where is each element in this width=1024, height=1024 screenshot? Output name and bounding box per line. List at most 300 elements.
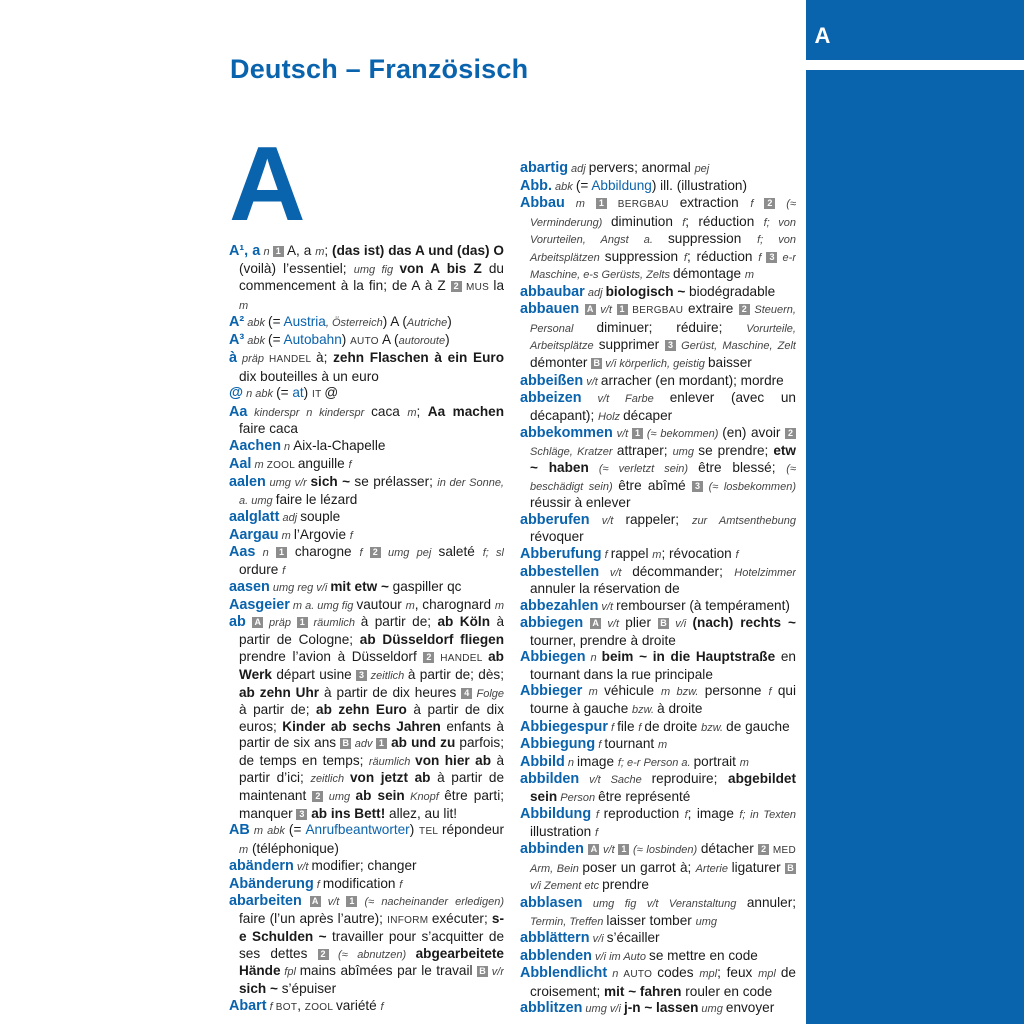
entry-a3 — [229, 332, 504, 351]
grammar-label: f — [750, 198, 765, 211]
translation-text: allez, au lit! — [385, 805, 458, 821]
grammar-label: (≈ abnutzen) — [328, 948, 416, 961]
grammar-label: Vorurteile, Arbeitsplätze — [530, 322, 796, 353]
translation-text: attraper; — [616, 442, 673, 458]
grammar-label: Folge — [472, 687, 504, 700]
grammar-label: umg — [672, 445, 699, 458]
entry-a1 — [229, 243, 504, 314]
entry-abberufung — [520, 546, 796, 564]
translation-text: se mettre en code — [649, 947, 758, 963]
grammar-label: präp — [263, 617, 297, 630]
sense-number-badge: A — [585, 304, 596, 315]
grammar-label: m — [564, 198, 596, 211]
entry-abblendlicht — [520, 965, 796, 1000]
grammar-label: umg — [695, 915, 717, 928]
headword: abblasen — [520, 894, 583, 911]
domain-label: BOT — [275, 1001, 298, 1013]
entry-aasgeier — [229, 597, 504, 615]
grammar-label: v/i im Auto — [591, 950, 650, 963]
entry-abbild — [520, 754, 796, 772]
translation-text: rembourser (à tempérament) — [616, 597, 790, 613]
translation-text: se prendre; — [698, 442, 774, 458]
translation-text: faire le lézard — [275, 491, 358, 507]
grammar-label: m — [239, 299, 249, 312]
grammar-label: f — [595, 739, 605, 752]
translation-text: l’Argovie — [293, 526, 350, 542]
grammar-label: abk — [244, 334, 269, 347]
translation-text: @ — [324, 385, 339, 401]
example-phrase: (das ist) das A und (das) O — [332, 243, 504, 258]
translation-text: rouler en code — [681, 983, 773, 999]
translation-text: faire caca — [239, 421, 298, 437]
translation-text: file — [617, 718, 639, 734]
grammar-label: v/t — [595, 304, 617, 317]
translation-text: être représenté — [598, 788, 691, 804]
grammar-label: m — [744, 269, 755, 282]
entry-abblitzen — [520, 1000, 796, 1018]
translation-text: à partir d’ici; — [239, 752, 504, 786]
sense-number-badge: 3 — [766, 252, 777, 263]
translation-text: modification — [322, 875, 400, 891]
translation-text: prendre — [602, 877, 649, 893]
translation-text: supprimer — [598, 337, 666, 353]
translation-text: enfants à partir de six ans — [239, 718, 504, 751]
grammar-label: Gerüst, Maschine, Zelt — [676, 340, 796, 353]
translation-text: (= — [288, 822, 306, 838]
grammar-label: m — [405, 599, 415, 612]
grammar-label: v/i körperlich, geistig — [602, 358, 708, 371]
grammar-label: mpl — [758, 968, 781, 981]
headword: aasen — [229, 579, 270, 596]
example-phrase: ab Werk — [239, 648, 504, 683]
grammar-label: umg pej — [380, 547, 439, 560]
translation-text: (téléphonique) — [248, 840, 339, 856]
headword: A² — [229, 314, 245, 331]
entry-abb — [520, 178, 796, 196]
translation-text: Aix-la-Chapelle — [293, 438, 386, 454]
domain-label: AUTO — [350, 335, 382, 347]
translation-text: ; — [324, 243, 333, 258]
grammar-label: m — [494, 599, 504, 612]
translation-text: (= — [268, 331, 284, 347]
translation-text: être abîmé — [618, 477, 692, 493]
grammar-label: zur Amtsenthebung — [691, 514, 796, 527]
sense-number-badge: 3 — [665, 340, 676, 351]
grammar-label: Autriche — [406, 317, 448, 330]
example-phrase: ab zehn Uhr — [239, 684, 320, 700]
page-title: Deutsch – Französisch — [230, 54, 529, 84]
grammar-label: f; in Texten — [739, 809, 796, 822]
grammar-label: f — [282, 564, 286, 577]
grammar-label: n abk — [243, 388, 277, 401]
entry-abblenden — [520, 948, 796, 966]
entry-abbauen — [520, 301, 796, 372]
sense-number-badge: A — [588, 844, 599, 855]
translation-text: à; — [316, 350, 334, 366]
translation-text: (= — [268, 314, 284, 330]
translation-text: baisser — [707, 355, 752, 371]
grammar-label: v/t Sache — [579, 774, 652, 787]
grammar-label: f — [607, 721, 618, 734]
translation-text: travailler pour s’acquitter de ses dettes — [239, 929, 504, 961]
entry-at — [229, 385, 504, 404]
translation-text: variété — [335, 997, 381, 1013]
grammar-label: bzw. — [632, 703, 658, 716]
translation-text: , charognard — [414, 596, 495, 612]
grammar-label: adj — [567, 163, 589, 175]
grammar-label: (≈ losbinden) — [629, 844, 701, 857]
headword: Abart — [229, 997, 267, 1014]
grammar-label: räumlich — [307, 617, 361, 630]
grammar-label: v/i — [589, 933, 607, 946]
sense-number-badge: 1 — [632, 428, 643, 439]
entry-abbiegen — [520, 615, 796, 649]
translation-text: ligaturer — [731, 859, 785, 875]
entry-abbieger — [520, 683, 796, 718]
sense-number-badge: 3 — [296, 809, 307, 820]
grammar-label: umg reg v/i — [269, 582, 331, 595]
headword: Abbau — [520, 195, 565, 212]
example-phrase: j-n ~ lassen — [623, 1000, 699, 1016]
grammar-label: v/t — [589, 514, 626, 527]
grammar-label: präp — [237, 353, 270, 366]
example-phrase: abgearbeitete Hände — [239, 945, 504, 979]
translation-text: qui tourne à gauche — [530, 683, 796, 716]
domain-label: AUTO — [623, 969, 658, 981]
example-phrase: ab ins Bett! — [311, 805, 386, 821]
headword: Abbiegespur — [520, 718, 608, 735]
grammar-label: (≈ Verminderung) — [530, 198, 796, 229]
right-column — [520, 160, 796, 1018]
example-phrase: (nach) rechts ~ — [692, 615, 796, 631]
entry-abartig — [520, 160, 796, 178]
translation-text: s’écailler — [606, 930, 660, 946]
translation-text: de droite — [644, 718, 702, 734]
grammar-label: v/r — [488, 966, 504, 979]
grammar-label: f — [313, 878, 323, 891]
grammar-label: n — [607, 968, 624, 981]
translation-text: ; révocation — [661, 546, 736, 562]
grammar-label: m — [582, 686, 605, 699]
grammar-label: v/i Zement etc — [530, 880, 603, 893]
domain-label: ZOOL — [304, 1001, 336, 1013]
entry-abbiegespur — [520, 719, 796, 737]
sense-number-badge: 2 — [318, 949, 329, 960]
grammar-label: m — [239, 843, 249, 856]
translation-text: rappel — [610, 546, 653, 562]
grammar-label: f; e-r Person a. — [617, 756, 694, 769]
headword: Abbiegen — [520, 649, 586, 666]
grammar-label: m — [407, 406, 417, 419]
cross-reference-link[interactable]: Anrufbeantworter — [305, 822, 410, 838]
translation-text: rappeler; — [625, 511, 692, 527]
example-phrase: beim ~ in die Hauptstraße — [601, 649, 776, 665]
translation-text: anguille — [297, 455, 349, 471]
domain-label: BERGBAU — [606, 199, 680, 211]
translation-text: se prélasser; — [350, 474, 438, 490]
headword: abbiegen — [520, 615, 584, 632]
domain-label: MUS — [461, 282, 494, 294]
translation-text: ; — [416, 403, 428, 419]
grammar-label: f — [638, 721, 645, 734]
sense-number-badge: 2 — [764, 198, 775, 209]
entry-abblaettern — [520, 930, 796, 948]
entry-abbiegen-n — [520, 649, 796, 683]
grammar-label: v/t — [320, 896, 347, 909]
headword: Abb. — [520, 177, 552, 194]
translation-text: à partir de; — [360, 614, 438, 630]
sense-number-badge: 2 — [451, 281, 462, 292]
example-phrase: ab und zu — [391, 735, 456, 751]
headword: abblenden — [520, 947, 592, 964]
translation-text: (en) avoir — [722, 425, 785, 441]
grammar-label: (≈ beschädigt sein) — [530, 463, 796, 493]
headword: Abblendlicht — [520, 965, 608, 982]
entry-abbildung — [520, 806, 796, 841]
headword: ab — [229, 614, 246, 631]
translation-text: mains abîmées par le travail — [299, 963, 478, 979]
translation-text: en tournant dans la rue principale — [530, 649, 796, 682]
headword: abbaubar — [520, 283, 585, 300]
entry-abbau — [520, 195, 796, 284]
thumb-index-letter: A — [806, 0, 839, 60]
translation-text: biodégradable — [685, 283, 776, 299]
entry-abarbeiten — [229, 893, 504, 997]
translation-text: ) — [445, 331, 450, 347]
translation-text: ; feux — [717, 965, 759, 981]
example-phrase: ab Düsseldorf fliegen — [359, 632, 504, 648]
domain-label: MED — [769, 845, 796, 857]
translation-text: ) — [303, 385, 312, 401]
translation-text: plier — [625, 615, 658, 631]
translation-text: à partir de dix heures — [319, 684, 462, 700]
headword: Aargau — [229, 526, 279, 543]
entry-ab-abk — [229, 822, 504, 858]
translation-text: de croisement; — [530, 965, 796, 999]
grammar-label: umg — [323, 790, 356, 803]
headword: Abbiegung — [520, 736, 596, 753]
headword: abartig — [520, 160, 568, 176]
sense-number-badge: 2 — [739, 304, 750, 315]
translation-text: annuler la réservation de — [530, 581, 680, 597]
headword: abbeizen — [520, 390, 582, 407]
translation-text: (= — [575, 177, 592, 193]
sense-number-badge: 2 — [312, 791, 323, 802]
sense-number-badge: B — [658, 618, 669, 629]
translation-text: saleté — [438, 544, 483, 560]
grammar-label: Arm, Bein — [530, 862, 583, 875]
translation-text: personne — [704, 683, 769, 699]
cross-reference-link[interactable]: Autobahn — [283, 331, 342, 347]
cross-reference-link[interactable]: Austria — [283, 314, 326, 330]
sense-number-badge: 1 — [346, 896, 357, 907]
sense-number-badge: A — [310, 896, 321, 907]
grammar-label: v/t — [599, 844, 619, 857]
grammar-label: (≈ verletzt sein) — [588, 463, 699, 476]
grammar-label: v/t — [612, 428, 633, 441]
headword: Abänderung — [229, 875, 314, 892]
translation-text: véhicule — [604, 683, 662, 699]
entry-abaenderung — [229, 876, 504, 894]
example-phrase: von hier ab — [415, 752, 491, 768]
entry-a2 — [229, 314, 504, 332]
grammar-label: v/t — [293, 861, 312, 874]
translation-text: suppression — [667, 231, 758, 247]
translation-text: s’épuiser — [277, 980, 337, 996]
sense-number-badge: 1 — [273, 246, 284, 257]
translation-text: laisser tomber — [606, 912, 696, 928]
sense-number-badge: 1 — [376, 738, 387, 749]
headword: @ — [229, 385, 244, 402]
grammar-label: f — [349, 529, 353, 542]
grammar-label: m — [251, 458, 267, 471]
grammar-label: bzw. — [701, 721, 727, 734]
translation-text: décommander; — [632, 563, 735, 579]
example-phrase: mit etw ~ — [330, 579, 389, 595]
translation-text: ) — [341, 331, 351, 347]
sense-number-badge: 2 — [370, 547, 381, 558]
translation-text: répondeur — [442, 822, 504, 838]
translation-text: (voilà) l’essentiel; — [239, 260, 354, 276]
entry-abblasen — [520, 895, 796, 930]
headword: abbeißen — [520, 372, 584, 389]
translation-text: (= — [276, 385, 293, 401]
grammar-label: m bzw. — [661, 686, 705, 699]
translation-text: démonter — [530, 355, 592, 371]
grammar-label: umg v/i — [582, 1003, 624, 1016]
grammar-label: n — [564, 756, 577, 769]
translation-text: à droite — [657, 700, 703, 716]
translation-text: modifier; changer — [311, 858, 417, 874]
grammar-label: f — [735, 549, 739, 562]
grammar-label: Schläge, Kratzer — [530, 445, 617, 458]
translation-text: réussir à enlever — [530, 495, 631, 511]
sense-number-badge: 1 — [276, 547, 287, 558]
translation-text: ) — [409, 822, 420, 838]
grammar-label: umg fig v/t Veranstaltung — [582, 897, 747, 910]
entry-aalen — [229, 474, 504, 509]
entry-abbezahlen — [520, 598, 796, 616]
grammar-label: pej — [694, 163, 710, 175]
grammar-label: (≈ losbekommen) — [703, 480, 796, 493]
grammar-label: adj — [279, 512, 301, 525]
example-phrase: von A bis Z — [399, 260, 482, 276]
translation-text: à partir de maintenant — [239, 770, 504, 803]
grammar-label: (≈ nacheinander erledigen) — [357, 896, 504, 909]
domain-label: BERGBAU — [627, 305, 688, 317]
grammar-label: zeitlich — [310, 773, 350, 786]
entry-abart — [229, 998, 504, 1017]
headword: Abbildung — [520, 806, 592, 823]
translation-text — [583, 615, 590, 630]
translation-text: du commencement à la fin; de A à Z — [239, 260, 504, 294]
cross-reference-link[interactable]: at — [292, 385, 304, 401]
domain-label: HANDEL — [269, 354, 317, 366]
headword: abblitzen — [520, 1000, 583, 1017]
translation-text: de gauche — [726, 718, 790, 734]
grammar-label: v/t — [599, 566, 633, 579]
translation-text: reproduire; — [651, 771, 729, 787]
grammar-label: f — [266, 1000, 276, 1013]
translation-text: décaper — [623, 407, 673, 423]
grammar-label: Hotelzimmer — [734, 566, 796, 579]
left-column — [229, 243, 504, 1016]
grammar-label: adj — [584, 286, 606, 299]
headword: abbinden — [520, 841, 584, 858]
grammar-label: m — [652, 549, 662, 562]
entry-aalglatt — [229, 509, 504, 527]
cross-reference-link[interactable]: Abbildung — [591, 177, 652, 193]
translation-text: arracher (en mordant); mordre — [600, 372, 784, 388]
headword: A¹, a — [229, 243, 261, 259]
domain-label: INFORM — [387, 914, 432, 926]
translation-text: illustration — [530, 823, 595, 839]
translation-text: diminution — [610, 213, 683, 229]
headword: Abberufung — [520, 546, 602, 563]
translation-text: poser un garrot à; — [582, 859, 696, 875]
grammar-label: umg v/r — [265, 477, 311, 490]
sense-number-badge: A — [252, 617, 263, 628]
grammar-label: v/i — [668, 618, 693, 631]
translation-text: faire (l’un après l’autre); — [239, 910, 388, 926]
headword: Aal — [229, 455, 252, 472]
example-phrase: sich ~ — [310, 474, 351, 490]
headword: AB — [229, 822, 250, 839]
headword: Aachen — [229, 438, 281, 455]
example-phrase: ab zehn Euro — [316, 702, 407, 718]
grammar-label: f — [348, 458, 352, 471]
translation-text: ordure — [239, 561, 283, 577]
headword: A³ — [229, 331, 245, 348]
grammar-label: m — [315, 246, 325, 258]
sense-number-badge: B — [785, 863, 796, 874]
entry-a-grave — [229, 350, 504, 385]
thumb-index-bar — [806, 0, 1024, 1024]
grammar-label: umg fig — [353, 263, 400, 276]
grammar-label: Steuern, Personal — [530, 304, 796, 335]
sense-number-badge: B — [340, 738, 351, 749]
grammar-label: Knopf — [404, 790, 445, 803]
headword: abbekommen — [520, 425, 613, 442]
translation-text: départ usine — [272, 667, 357, 683]
example-phrase: Aa machen — [427, 403, 504, 419]
grammar-label: (≈ bekommen) — [643, 428, 723, 441]
grammar-label: n — [280, 441, 294, 454]
entry-abbeizen — [520, 390, 796, 425]
example-phrase: sich ~ — [239, 980, 278, 996]
entry-aal — [229, 456, 504, 475]
example-phrase: ab sein — [355, 787, 405, 803]
domain-label: ZOOL — [266, 459, 298, 471]
translation-text: suppression — [604, 248, 684, 264]
headword: à — [229, 350, 238, 367]
grammar-label: autoroute — [398, 334, 446, 347]
domain-label: TEL — [419, 826, 443, 838]
translation-text: à partir de; — [239, 702, 317, 718]
grammar-label: f — [380, 1000, 384, 1013]
grammar-label: räumlich — [368, 755, 416, 768]
translation-text: annuler; — [746, 894, 796, 910]
entry-aa — [229, 404, 504, 438]
example-phrase: biologisch ~ — [605, 283, 686, 299]
translation-text: tourner, prendre à droite — [530, 632, 676, 648]
sense-number-badge: 2 — [758, 844, 769, 855]
grammar-label: Person — [557, 791, 599, 804]
sense-number-badge: 1 — [596, 198, 607, 209]
grammar-label: n — [255, 547, 276, 560]
translation-text: envoyer — [725, 1000, 775, 1016]
sense-number-badge: 3 — [356, 670, 367, 681]
